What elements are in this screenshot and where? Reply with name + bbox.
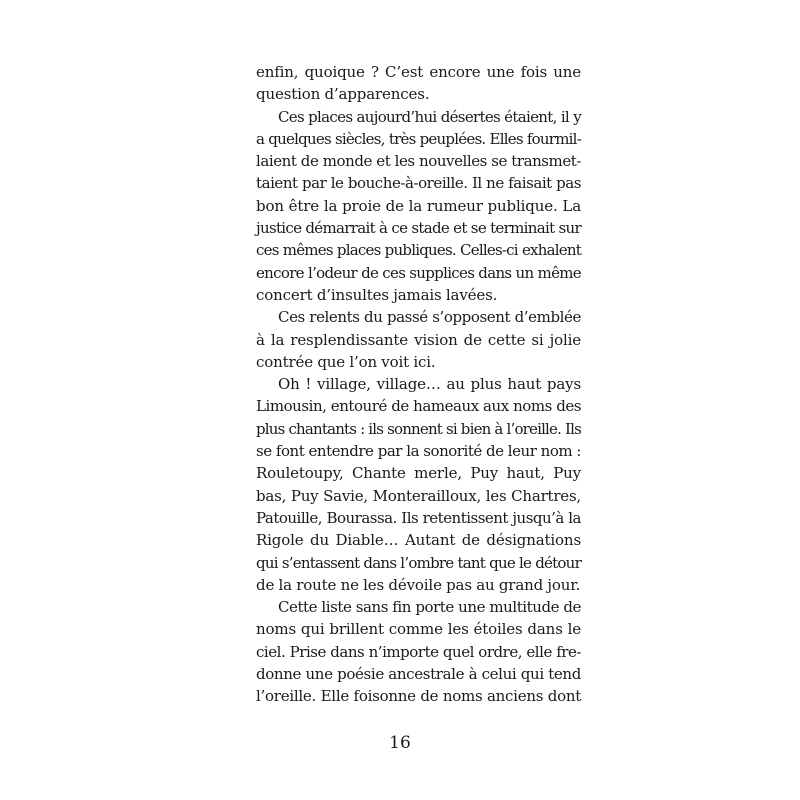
text-line: bon être la proie de la rumeur publique. La <box>256 196 581 215</box>
text-line: ces mêmes places publiques. Celles-ci exhalent <box>256 241 581 260</box>
text-line: Ces places aujourd’hui désertes étaient, il y <box>278 107 581 126</box>
paragraph-2 <box>256 106 581 307</box>
text-line: taient par le bouche-à-oreille. Il ne faisait pas <box>256 174 581 193</box>
text-line: question d’apparences. <box>256 85 430 104</box>
text-line: de la route ne les dévoile pas au grand jour. <box>256 575 581 594</box>
paragraph-5 <box>256 596 581 707</box>
text-line: laient de monde et les nouvelles se transmet- <box>256 152 581 171</box>
text-line: l’oreille. Elle foisonne de noms anciens dont <box>256 687 581 706</box>
paragraph-1 <box>256 61 581 106</box>
text-line: justice démarrait à ce stade et se terminait sur <box>256 219 581 238</box>
text-line: plus chantants : ils sonnent si bien à l’oreille. Ils <box>256 419 581 438</box>
text-line: concert d’insultes jamais lavées. <box>256 285 498 304</box>
text-line: Rouletoupy, Chante merle, Puy haut, Puy <box>256 464 581 483</box>
text-line: qui s’entassent dans l’ombre tant que le détour <box>256 553 581 572</box>
page-number: 16 <box>389 733 411 753</box>
paragraph-3 <box>256 306 581 373</box>
text-line: ciel. Prise dans n’importe quel ordre, elle fre- <box>256 642 581 661</box>
text-line: Cette liste sans fin porte une multitude de <box>278 598 581 617</box>
text-line: Rigole du Diable… Autant de désignations <box>256 531 581 550</box>
text-line: Patouille, Bourassa. Ils retentissent jusqu’à la <box>256 508 581 527</box>
text-line: noms qui brillent comme les étoiles dans le <box>256 620 581 639</box>
text-line: à la resplendissante vision de cette si jolie <box>256 330 581 349</box>
paragraph-4 <box>256 373 581 596</box>
body-text <box>256 61 581 708</box>
text-line: donne une poésie ancestrale à celui qui tend <box>256 665 581 684</box>
text-line: a quelques siècles, très peuplées. Elles fourmil- <box>256 129 581 148</box>
text-line: encore l’odeur de ces supplices dans un même <box>256 263 581 282</box>
text-line: Oh ! village, village… au plus haut pays <box>278 375 581 394</box>
text-line: bas, Puy Savie, Monterailloux, les Chartres, <box>256 486 581 505</box>
text-line: se font entendre par la sonorité de leur nom : <box>256 442 581 461</box>
text-line: Ces relents du passé s’opposent d’emblée <box>278 308 581 327</box>
text-line: enfin, quoique ? C’est encore une fois une <box>256 63 581 81</box>
text-line: contrée que l’on voit ici. <box>256 352 436 371</box>
text-line: Limousin, entouré de hameaux aux noms des <box>256 397 581 416</box>
